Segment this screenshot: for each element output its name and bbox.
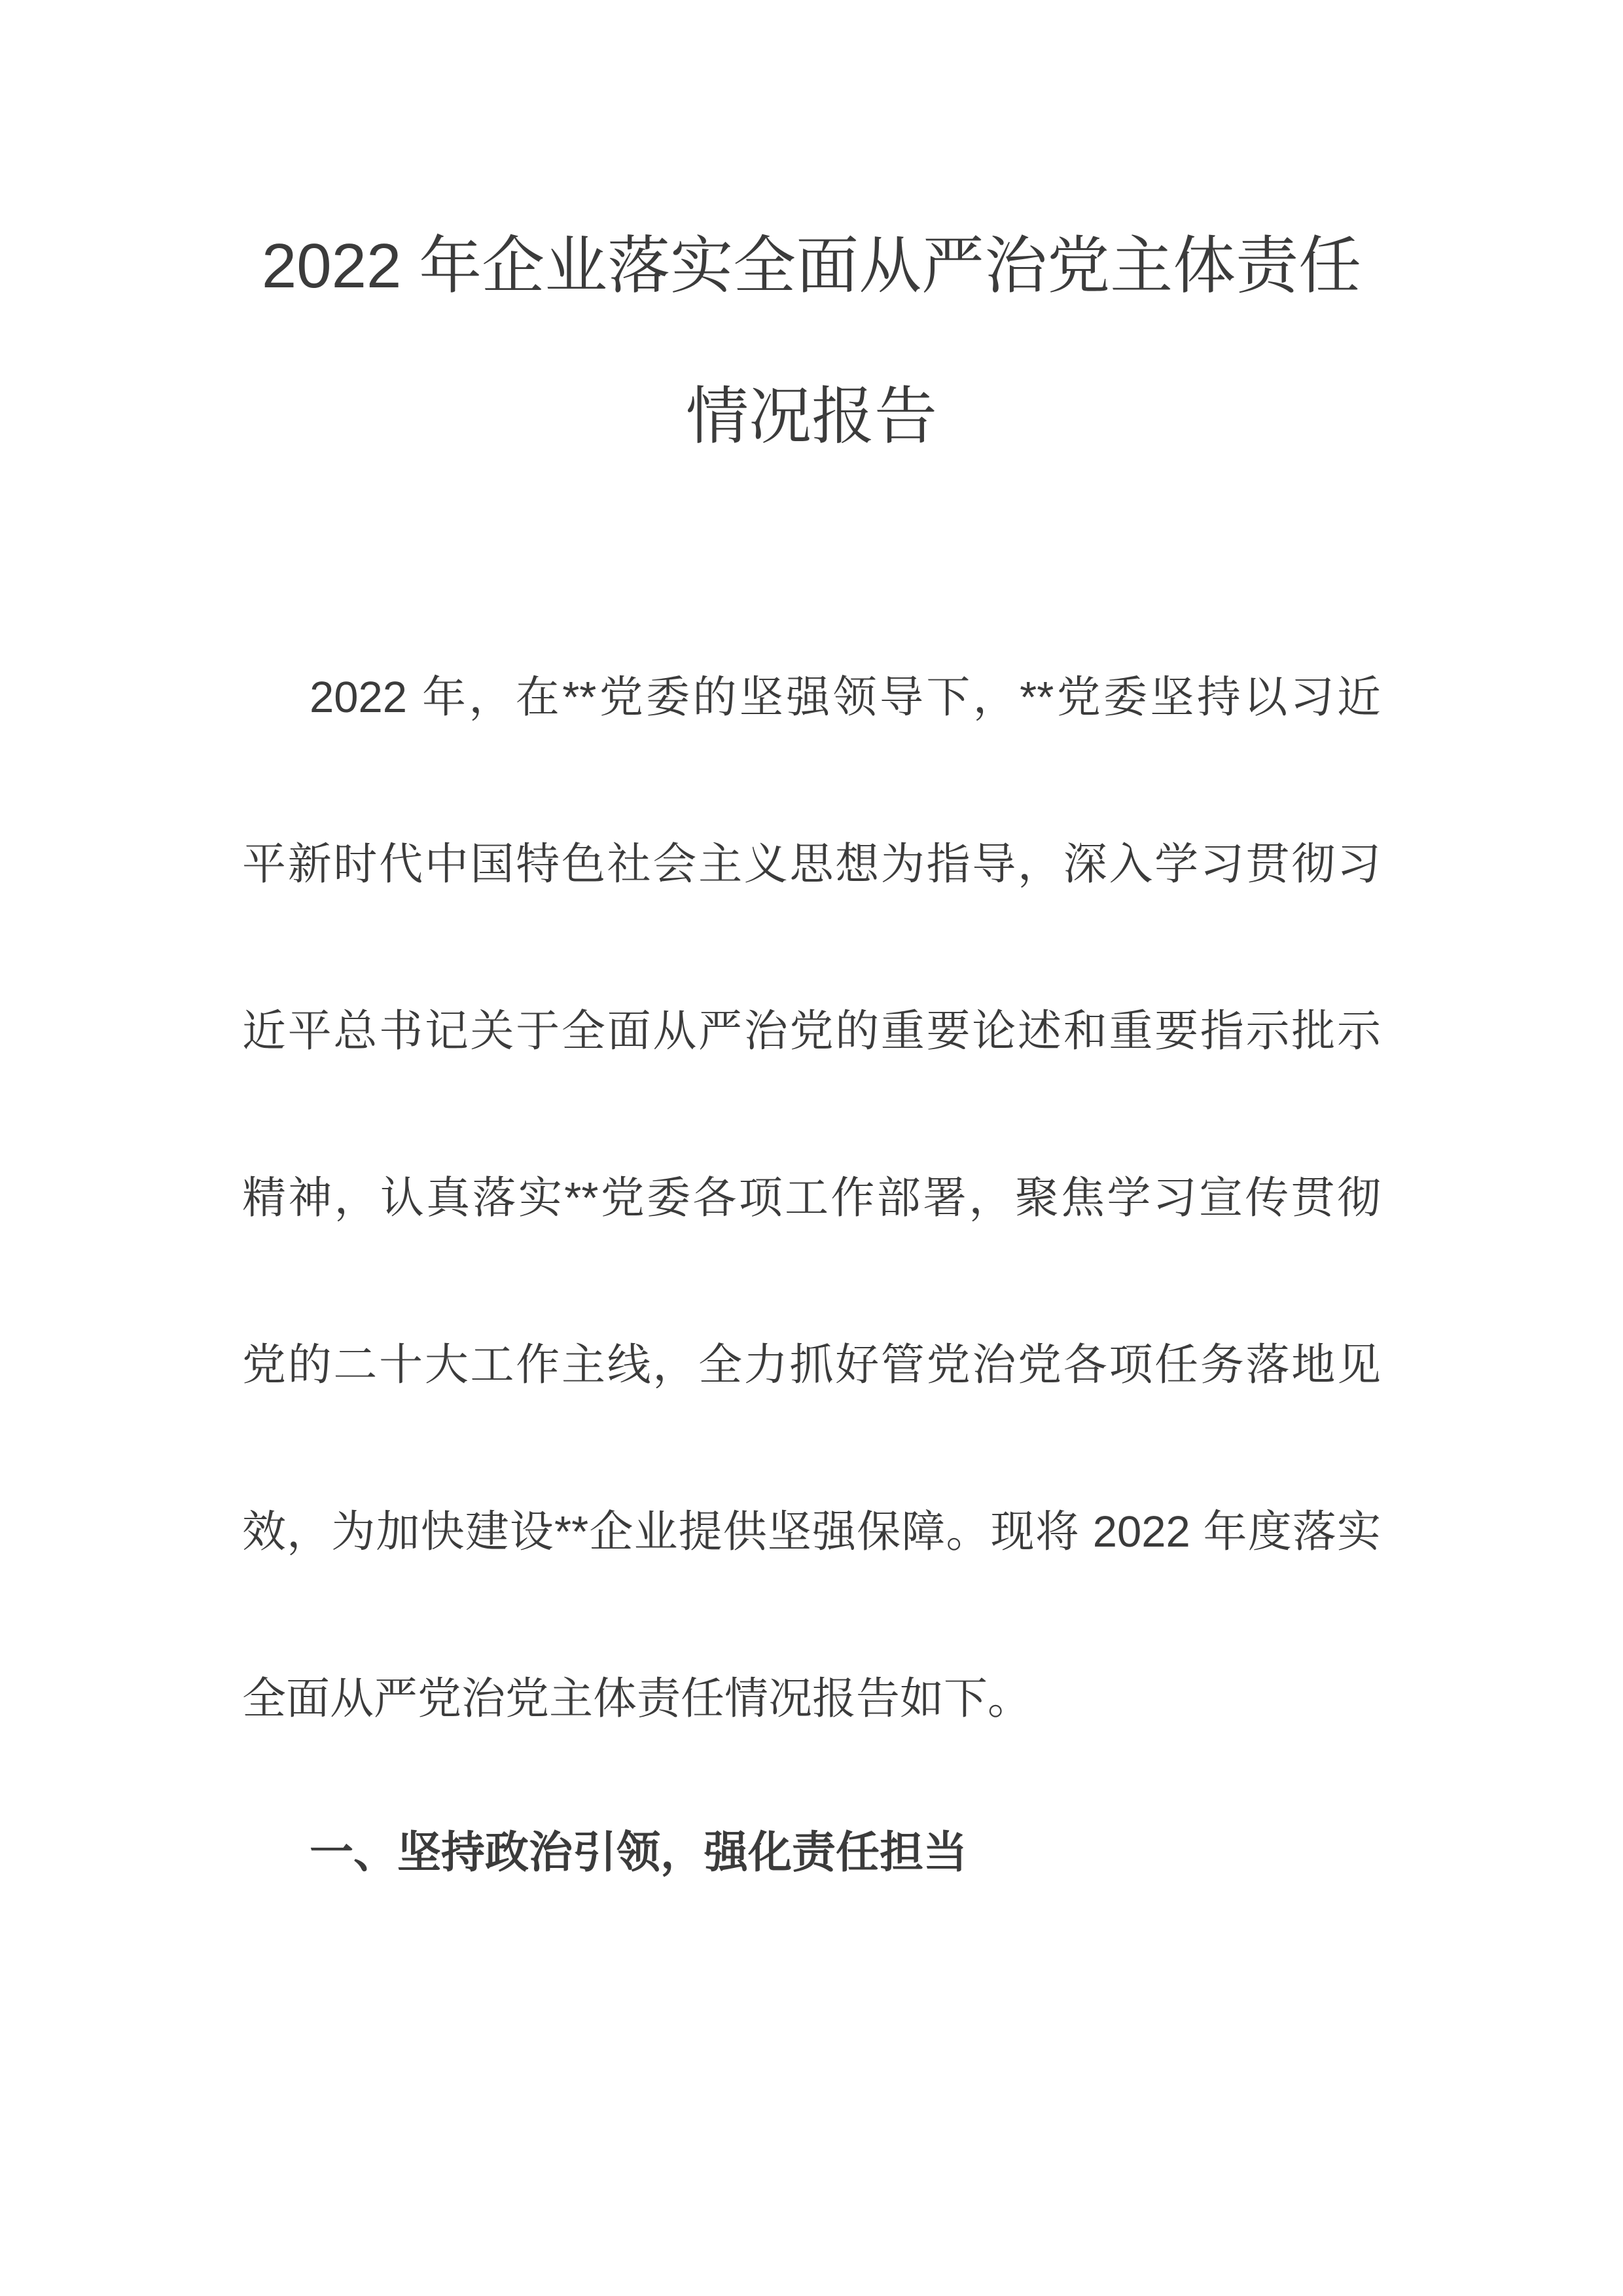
document-title	[242, 191, 1381, 492]
document-title-line-2: 情况报告	[686, 382, 937, 452]
paragraph-line: 精神，认真落实**党委各项工作部署，聚焦学习宣传贯彻	[242, 1174, 1381, 1223]
paragraph-line: 党的二十大工作主线，全力抓好管党治党各项任务落地见	[242, 1340, 1381, 1390]
paragraph-line: 平新时代中国特色社会主义思想为指导，深入学习贯彻习	[242, 840, 1381, 889]
paragraph-line: 近平总书记关于全面从严治党的重要论述和重要指示批示	[242, 1007, 1381, 1056]
section-heading: 一、坚持政治引领，强化责任担当	[310, 1828, 967, 1877]
document-title-line-1: 2022 年企业落实全面从严治党主体责任	[261, 231, 1362, 301]
paragraph-line: 全面从严党治党主体责任情况报告如下。	[242, 1674, 1031, 1723]
paragraph-line: 效，为加快建设**企业提供坚强保障。现将 2022 年度落实	[242, 1507, 1381, 1556]
intro-paragraph	[242, 614, 1381, 1782]
paragraph-line: 2022 年，在**党委的坚强领导下，**党委坚持以习近	[310, 673, 1381, 722]
